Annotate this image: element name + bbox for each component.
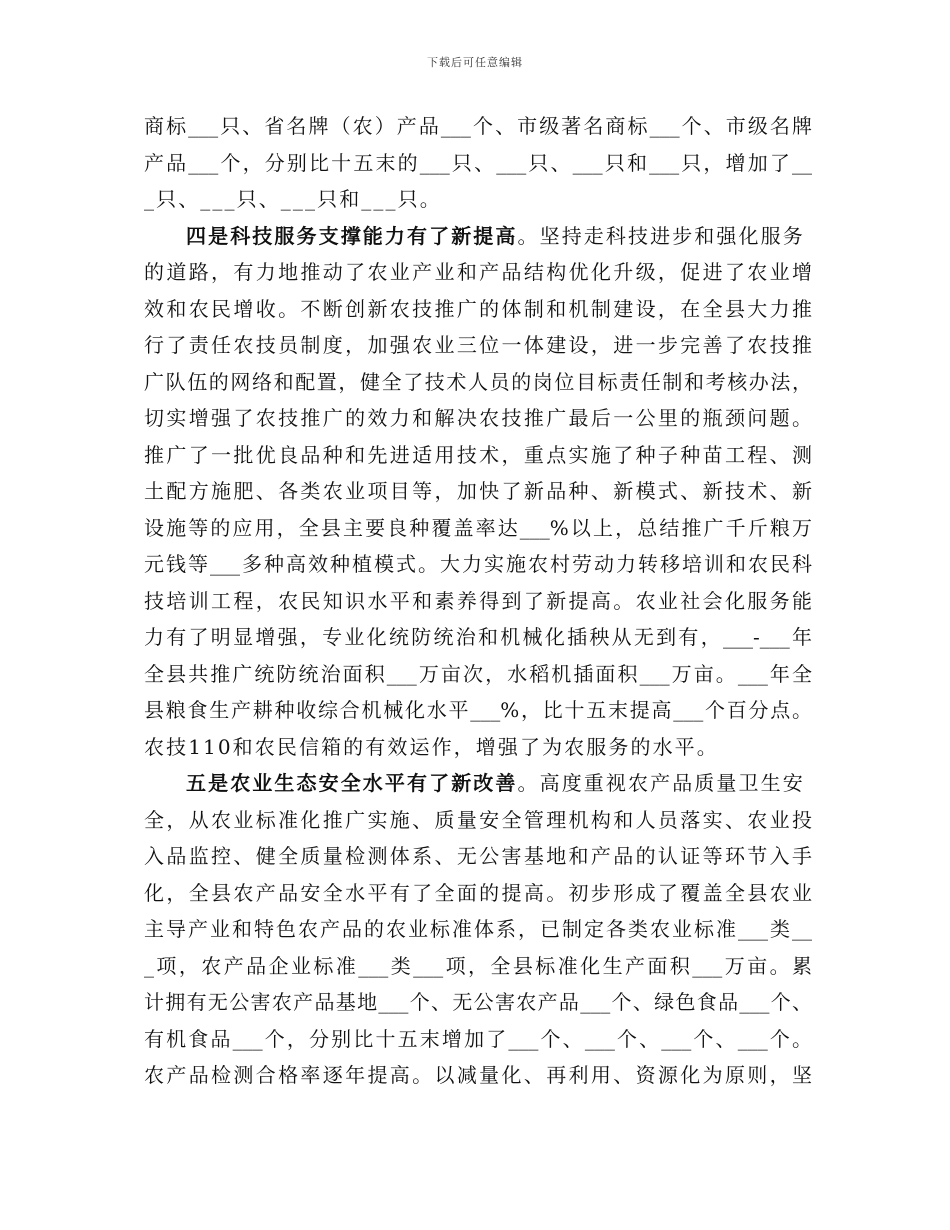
text-line: 农产品检测合格率逐年提高。以减量化、再利用、资源化为原则，坚 bbox=[144, 1063, 812, 1087]
page-header: 下载后可任意编辑 bbox=[427, 56, 523, 69]
section-heading: 五是农业生态安全水平有了新改善 bbox=[186, 771, 518, 795]
text-line: 全，从农业标准化推广实施、质量安全管理机构和人员落实、农业投 bbox=[144, 807, 812, 832]
text-line: 商标___只、省名牌（农）产品___个、市级著名商标___个、市级名牌 bbox=[144, 114, 812, 138]
text-line: 切实增强了农技推广的效力和解决农技推广最后一公里的瓶颈问题。 bbox=[144, 406, 812, 430]
text-line: _项，农产品企业标准___类___项，全县标准化生产面积___万亩。累 bbox=[144, 953, 812, 978]
text-line: 入品监控、健全质量检测体系、无公害基地和产品的认证等环节入手 bbox=[144, 844, 812, 868]
section-heading: 四是科技服务支撑能力有了新提高 bbox=[186, 223, 518, 248]
text-line: 元钱等___多种高效种植模式。大力实施农村劳动力转移培训和农民科 bbox=[144, 552, 812, 576]
text-line: 主导产业和特色农产品的农业标准体系，已制定各类农业标准___类__ bbox=[144, 917, 812, 941]
text-line: 化，全县农产品安全水平有了全面的提高。初步形成了覆盖全县农业 bbox=[144, 880, 812, 905]
text-line: 设施等的应用，全县主要良种覆盖率达___%以上，总结推广千斤粮万 bbox=[144, 515, 812, 540]
text-line: 全县共推广统防统治面积___万亩次，水稻机插面积___万亩。___年全 bbox=[144, 661, 812, 686]
text-line: 技培训工程，农民知识水平和素养得到了新提高。农业社会化服务能 bbox=[144, 588, 812, 613]
text-line: 的道路，有力地推动了农业产业和产品结构优化升级，促进了农业增 bbox=[144, 260, 812, 284]
text-line: 土配方施肥、各类农业项目等，加快了新品种、新模式、新技术、新 bbox=[144, 479, 812, 503]
paragraph-lead-line bbox=[144, 218, 812, 255]
text-line: 推广了一批优良品种和先进适用技术，重点实施了种子种苗工程、测 bbox=[144, 442, 812, 467]
document-body bbox=[144, 108, 812, 1094]
text-line: 广队伍的网络和配置，健全了技术人员的岗位目标责任制和考核办法， bbox=[144, 369, 812, 394]
text-line: 县粮食生产耕种收综合机械化水平___%，比十五末提高___个百分点。 bbox=[144, 698, 812, 722]
text-run: 。高度重视农产品质量卫生安 bbox=[517, 771, 805, 795]
text-line: 产品___个，分别比十五末的___只、___只、___只和___只，增加了__ bbox=[144, 150, 812, 175]
text-line: 力有了明显增强，专业化统防统治和机械化插秧从无到有，___-___年 bbox=[144, 625, 812, 649]
text-line: 效和农民增收。不断创新农技推广的体制和机制建设，在全县大力推 bbox=[144, 296, 812, 321]
text-line: 有机食品___个，分别比十五末增加了___个、___个、___个、___个。 bbox=[144, 1026, 812, 1051]
paragraph-lead-line bbox=[144, 765, 812, 802]
text-line: 农技110和农民信箱的有效运作，增强了为农服务的水平。 bbox=[144, 734, 719, 759]
text-line: 行了责任农技员制度，加强农业三位一体建设，进一步完善了农技推 bbox=[144, 333, 812, 357]
text-line: _只、___只、___只和___只。 bbox=[144, 187, 442, 211]
text-line: 计拥有无公害农产品基地___个、无公害农产品___个、绿色食品___个、 bbox=[144, 990, 812, 1014]
text-run: 。坚持走科技进步和强化服务 bbox=[517, 223, 805, 248]
